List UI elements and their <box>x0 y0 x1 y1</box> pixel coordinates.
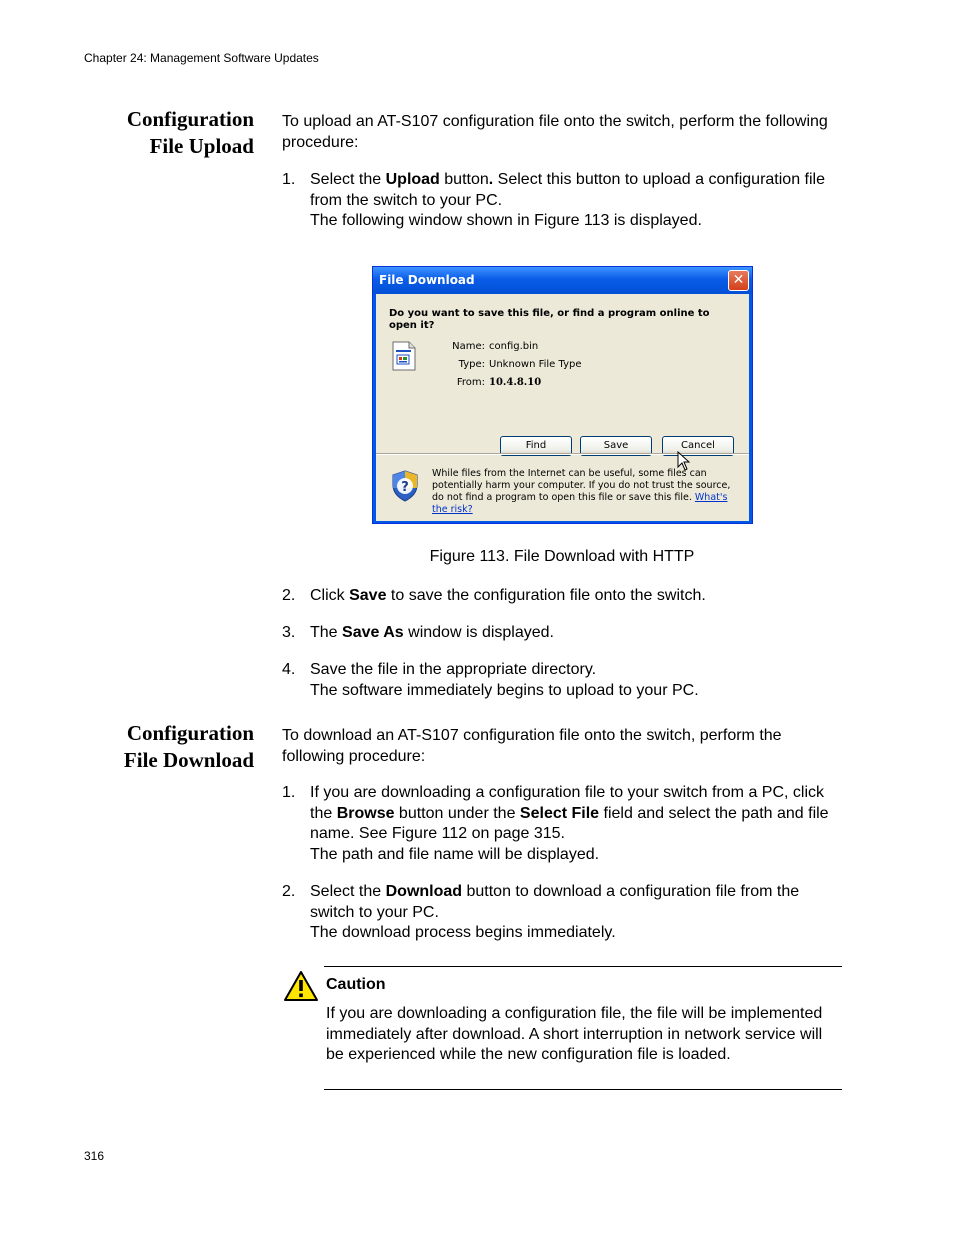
find-button[interactable]: Find <box>500 436 572 456</box>
svg-text:?: ? <box>401 480 409 495</box>
dialog-title: File Download <box>379 273 475 287</box>
step-result: The following window shown in Figure 113 is displayed. <box>310 212 702 229</box>
caution-body: If you are downloading a configuration file, the file will be implemented immediately after download. A short interruption in network service will be experienced while the new configuration file is loaded. <box>326 1005 823 1063</box>
step-text: Select the Upload button. Select this button to upload a configuration file from the switch to your PC. <box>310 171 825 209</box>
save-button[interactable]: Save <box>580 436 652 456</box>
download-intro: To download an AT-S107 configuration file onto the switch, perform the following procedure: <box>282 727 782 765</box>
name-value: config.bin <box>489 341 539 352</box>
heading-line: Configuration <box>126 721 254 745</box>
step-number: 2. <box>282 883 296 900</box>
type-value: Unknown File Type <box>489 359 582 370</box>
download-step-2 <box>282 882 842 944</box>
whats-the-risk-link[interactable]: What's the risk? <box>432 492 728 515</box>
step-text: If you are downloading a configuration file to your switch from a PC, click the Browse button under the Select File field and select the path and file name. See Figure 112 on page 315. <box>310 784 829 842</box>
shield-icon <box>391 470 419 502</box>
step-number: 2. <box>282 587 296 604</box>
close-button[interactable]: ✕ <box>728 270 749 291</box>
figure-caption: Figure 113. File Download with HTTP <box>429 548 695 565</box>
page-number: 316 <box>84 1149 105 1163</box>
caution-top-rule <box>324 966 842 967</box>
mouse-cursor-icon <box>677 451 691 471</box>
heading-line: File Upload <box>149 134 254 158</box>
step-result: The path and file name will be displayed. <box>310 845 600 863</box>
upload-intro: To upload an AT-S107 configuration file onto the switch, perform the following procedure: <box>282 113 828 151</box>
heading-line: File Download <box>123 748 254 772</box>
warning-triangle-icon <box>283 970 319 1002</box>
running-header: Chapter 24: Management Software Updates <box>84 51 319 65</box>
upload-step-1 <box>282 170 842 232</box>
step-result: The software immediately begins to upload to your PC. <box>310 681 699 699</box>
step-text: Save the file in the appropriate directory. <box>310 661 597 678</box>
step-number: 1. <box>282 784 296 801</box>
download-step-1 <box>282 783 842 865</box>
caution-title: Caution <box>326 976 386 993</box>
dialog-titlebar[interactable] <box>373 267 752 294</box>
section-heading-upload <box>90 106 254 160</box>
step-text: The Save As window is displayed. <box>310 624 554 641</box>
step-text: Select the Download button to download a configuration file from the switch to your PC. <box>310 883 800 921</box>
upload-step-2 <box>282 586 842 608</box>
file-download-dialog <box>372 266 753 524</box>
upload-step-3 <box>282 623 842 645</box>
dialog-divider <box>376 454 749 455</box>
step-number: 3. <box>282 624 296 641</box>
name-label: Name: <box>452 341 485 352</box>
dialog-question: Do you want to save this file, or find a program online to open it? <box>389 308 710 331</box>
step-text: Click Save to save the configuration file onto the switch. <box>310 587 706 604</box>
from-label: From: <box>456 377 485 388</box>
step-result: The download process begins immediately. <box>310 924 616 941</box>
cancel-button[interactable]: Cancel <box>662 436 734 456</box>
section-heading-download <box>90 720 254 774</box>
step-number: 4. <box>282 661 296 678</box>
upload-step-4 <box>282 660 842 702</box>
file-icon <box>391 341 417 371</box>
dialog-body <box>376 294 749 521</box>
security-warning-text: While files from the Internet can be useful, some files can potentially harm your computer. If you do not trust the source, do not find a program to open this file or save this file. What's the risk? <box>432 468 731 515</box>
type-label: Type: <box>458 359 485 370</box>
from-value: 10.4.8.10 <box>489 377 542 388</box>
caution-bottom-rule <box>324 1089 842 1090</box>
heading-line: Configuration <box>126 107 254 131</box>
step-number: 1. <box>282 171 296 188</box>
